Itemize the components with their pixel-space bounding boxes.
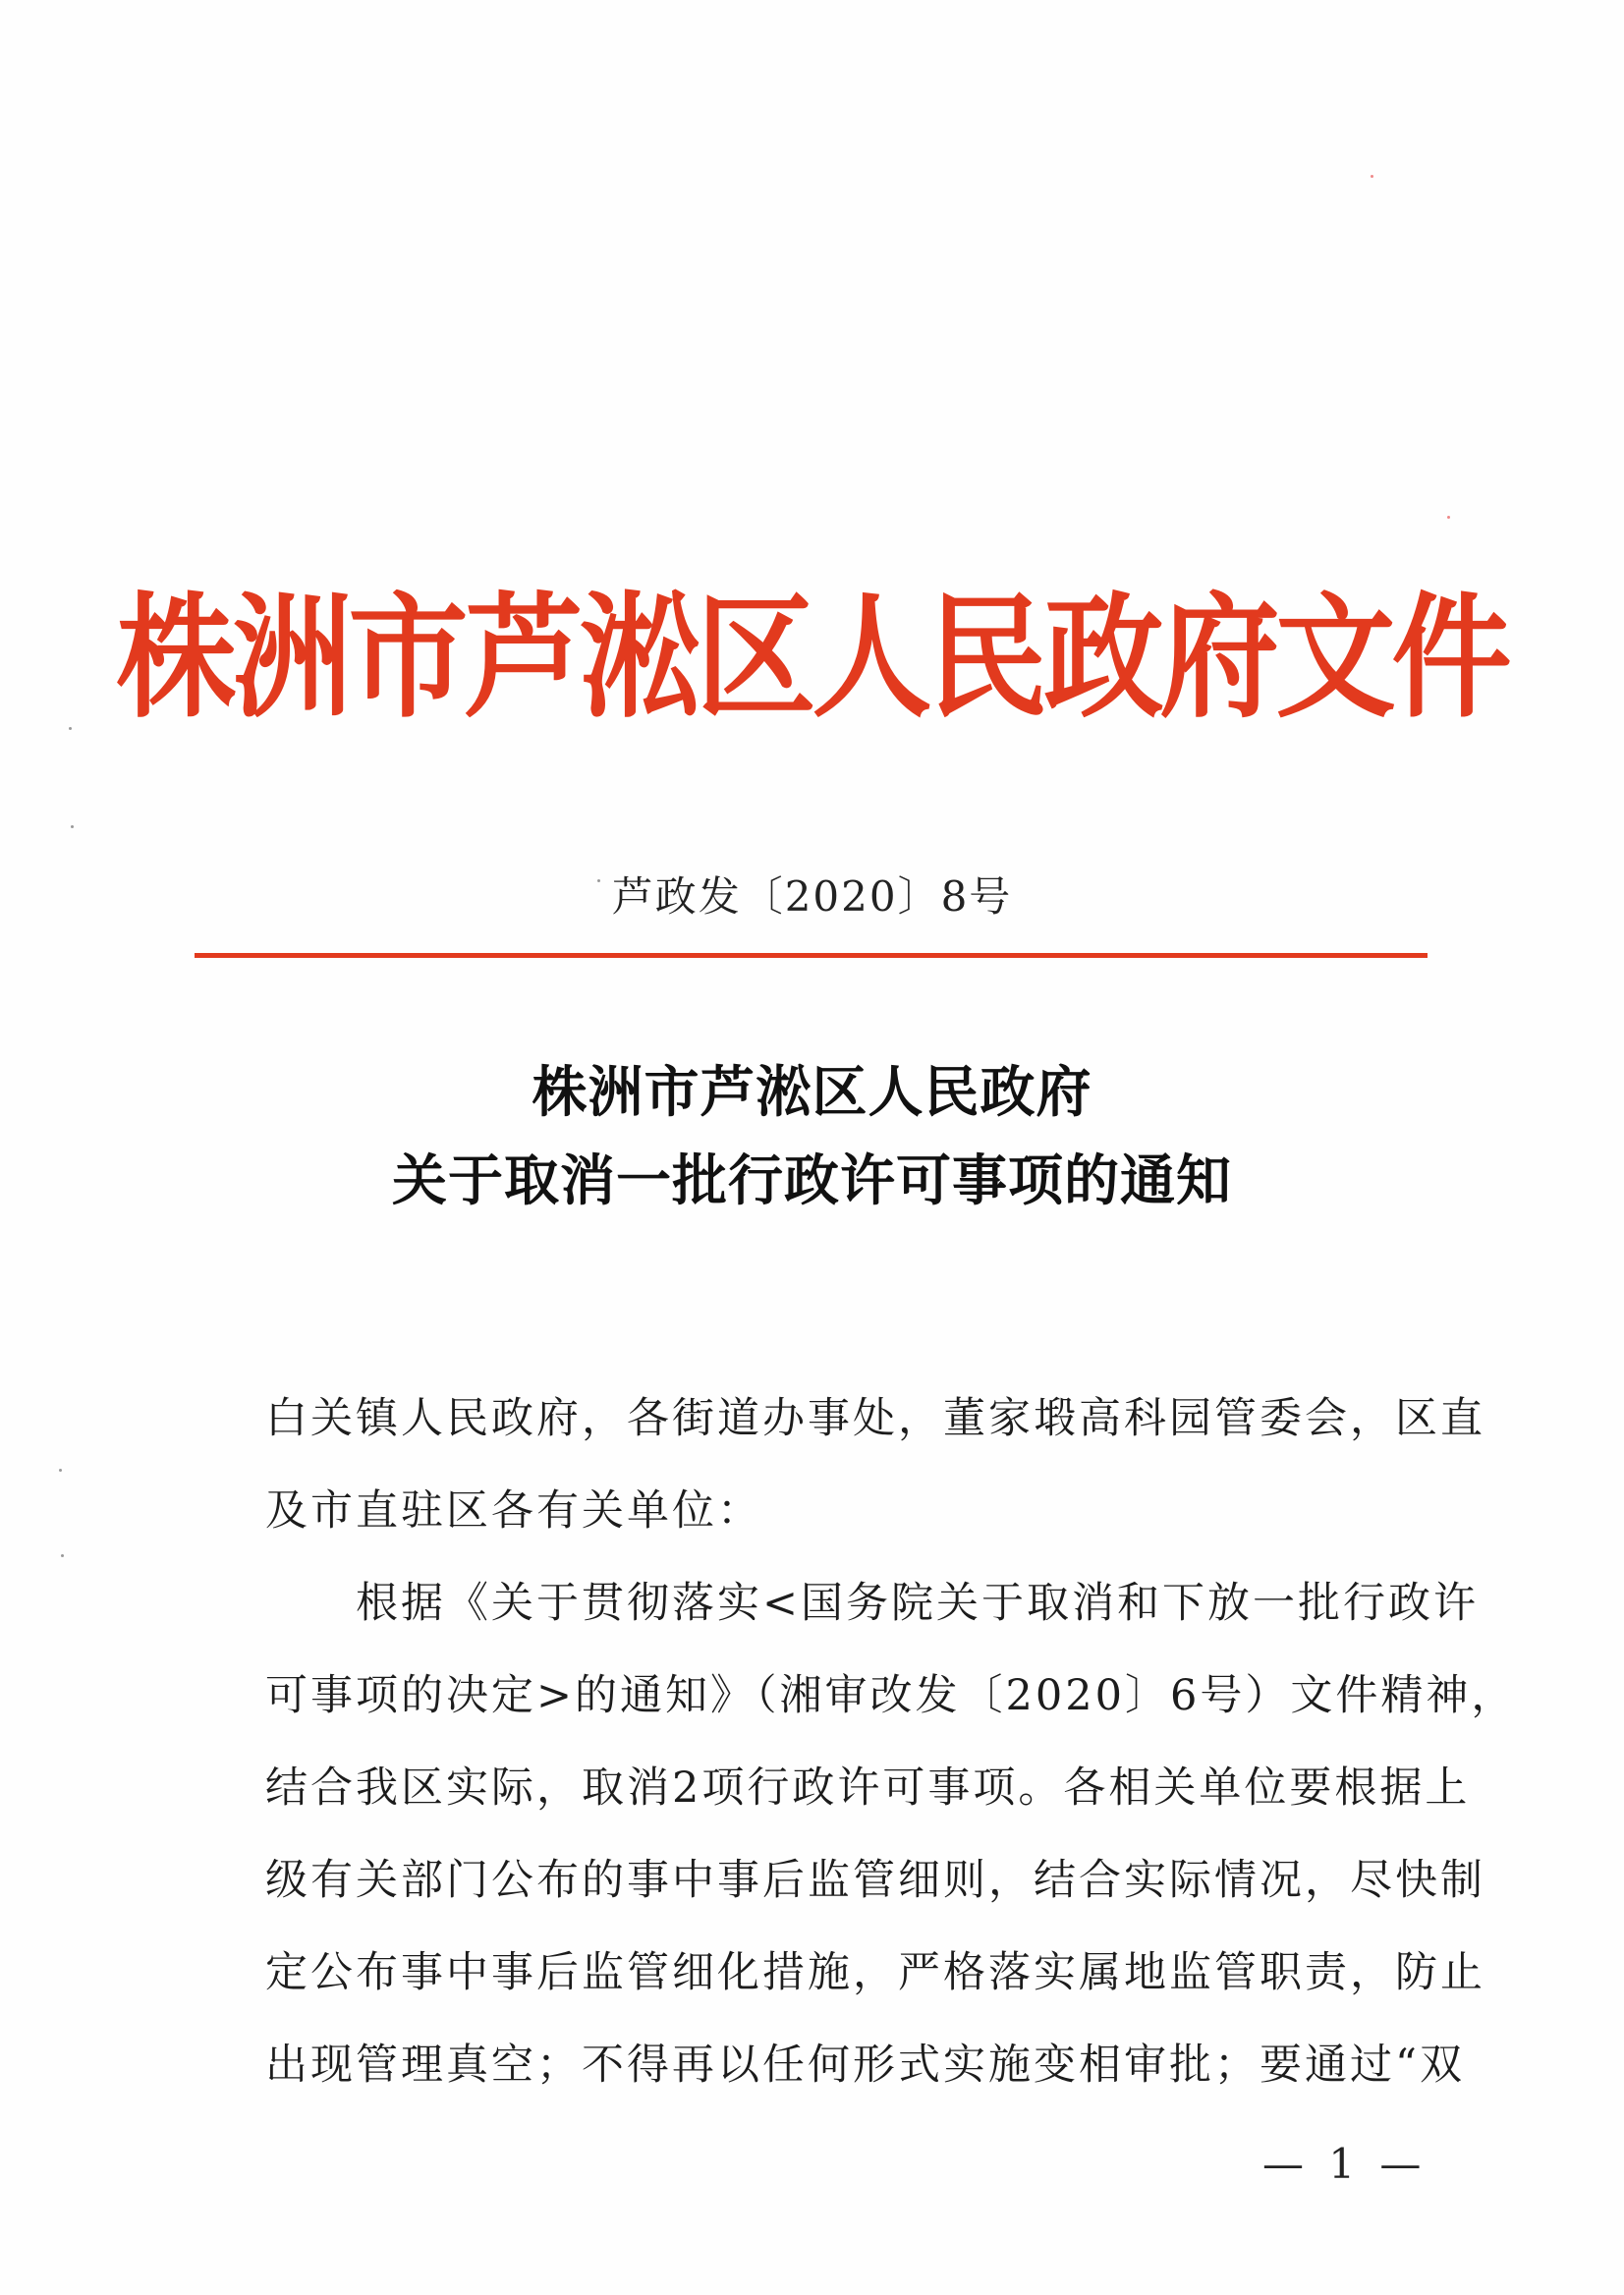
page-number: — 1 — — [1262, 2140, 1428, 2188]
red-divider-line — [195, 953, 1428, 958]
body-line-1: 白关镇人民政府，各街道办事处，董家塅高科园管委会，区直 — [265, 1394, 1485, 1443]
notice-title-line-2: 关于取消一批行政许可事项的通知 — [392, 1148, 1232, 1213]
body-line-3: 根据《关于贯彻落实<国务院关于取消和下放一批行政许 — [265, 1579, 1480, 1628]
document-masthead: 株洲市芦淞区人民政府文件 — [116, 578, 1508, 737]
scan-speck — [69, 727, 72, 730]
notice-title-line-1: 株洲市芦淞区人民政府 — [532, 1060, 1092, 1125]
scan-speck — [71, 825, 74, 828]
body-line-7: 定公布事中事后监管细化措施，严格落实属地监管职责，防止 — [265, 1948, 1485, 1997]
scan-speck — [1447, 516, 1450, 519]
scan-speck — [61, 1554, 64, 1557]
scan-speck — [59, 1469, 62, 1472]
body-line-2: 及市直驻区各有关单位： — [265, 1486, 762, 1536]
body-line-4: 可事项的决定>的通知》（湘审改发〔2020〕6号）文件精神， — [265, 1671, 1517, 1720]
scan-speck — [597, 879, 600, 882]
body-line-6: 级有关部门公布的事中事后监管细则，结合实际情况，尽快制 — [265, 1856, 1485, 1905]
scan-speck — [1371, 175, 1373, 178]
body-line-8: 出现管理真空；不得再以任何形式实施变相审批；要通过“双 — [265, 2041, 1465, 2090]
body-line-5: 结合我区实际，取消2项行政许可事项。各相关单位要根据上 — [265, 1763, 1471, 1813]
document-number: 芦政发〔2020〕8号 — [611, 872, 1013, 921]
